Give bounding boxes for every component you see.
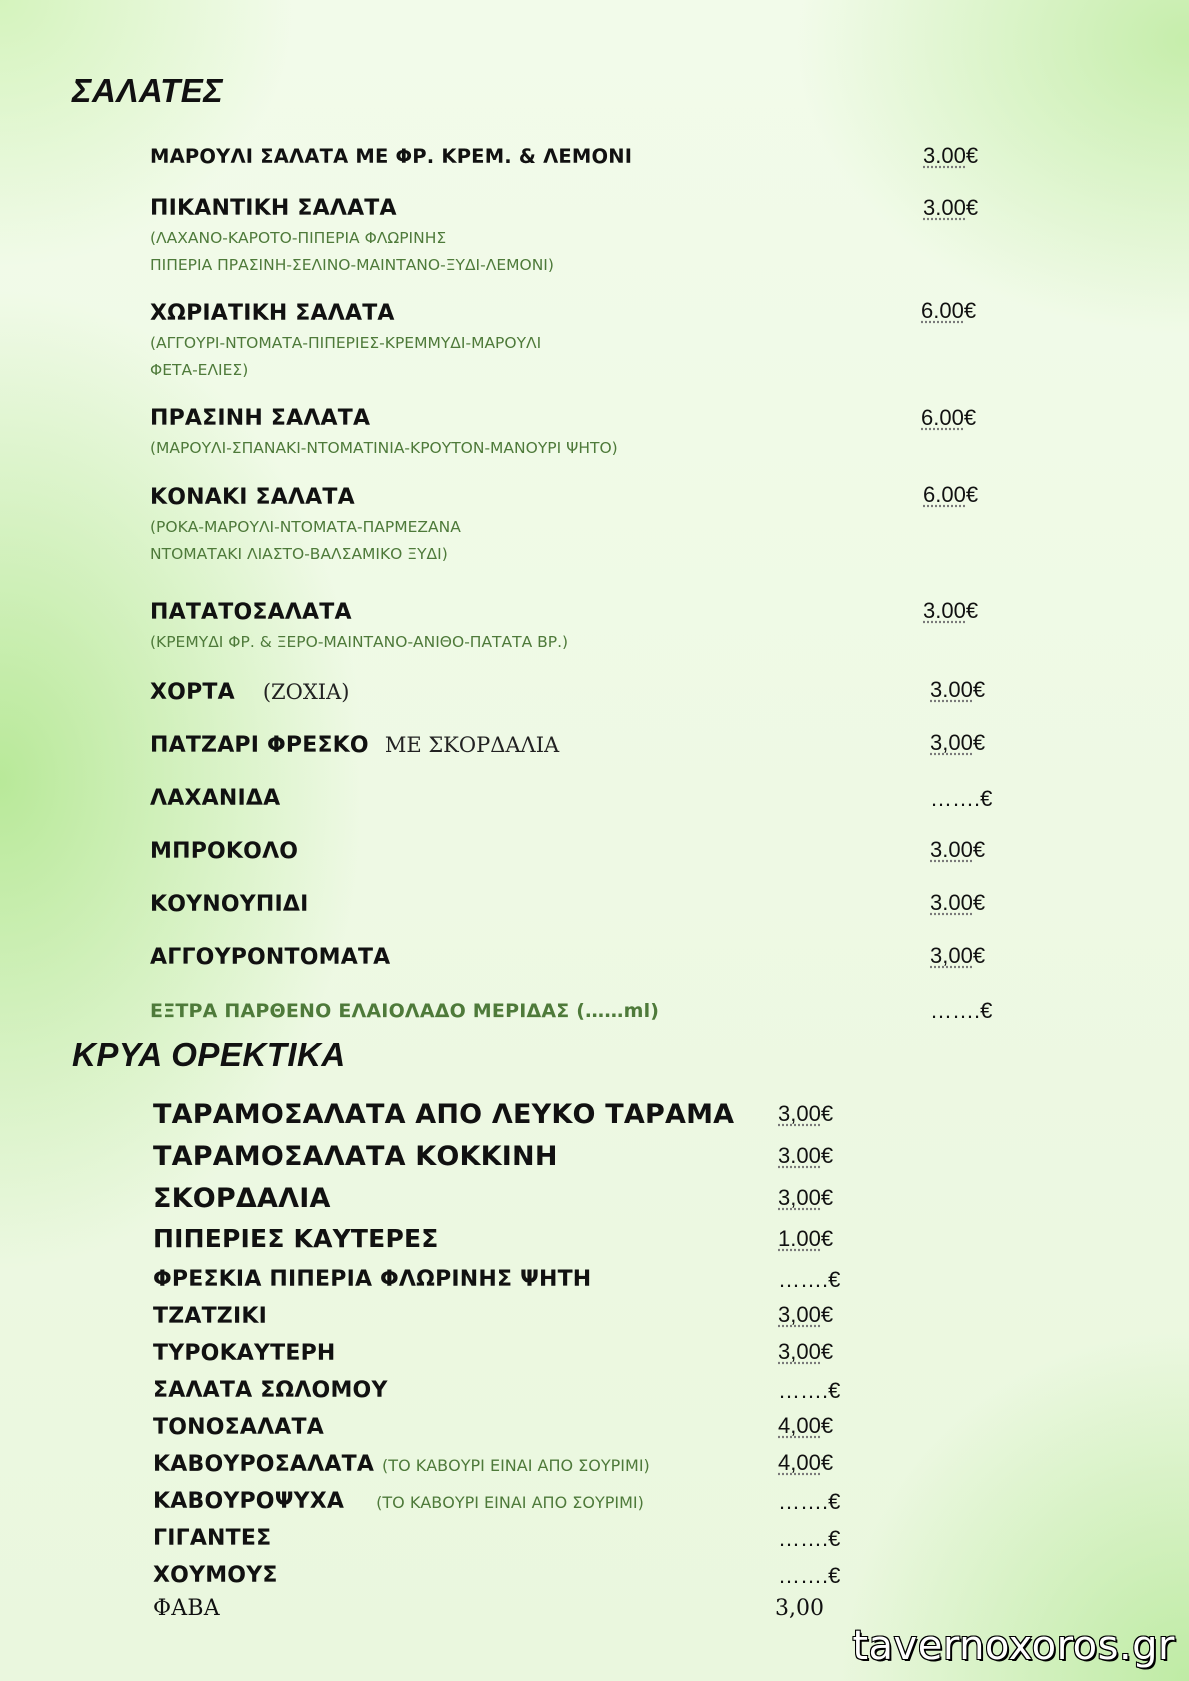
item-price: …….€ <box>930 998 993 1023</box>
item-name: ΜΑΡΟΥΛΙ ΣΑΛΑΤΑ ΜΕ ΦΡ. ΚΡΕΜ. & ΛΕΜΟΝΙ <box>150 145 633 168</box>
site-watermark: tavernoxoros.gr <box>852 1623 1175 1669</box>
item-price: 3,00€ <box>930 730 986 755</box>
item-name: ΤΑΡΑΜΟΣΑΛΑΤΑ ΑΠΟ ΛΕΥΚΟ ΤΑΡΑΜΑ <box>153 1099 735 1130</box>
item-price: 3,00€ <box>930 943 986 968</box>
menu-item <box>150 405 977 462</box>
item-price: …….€ <box>778 1563 841 1588</box>
item-name: ΚΟΥΝΟΥΠΙΔΙ <box>150 892 309 917</box>
item-description: (ΚΡΕΜΥΔΙ ΦΡ. & ΞΕΡΟ-ΜΑΙΝΤΑΝΟ-ΑΝΙΘΟ-ΠΑΤΑΤΑ ΒΡ.) <box>150 633 569 651</box>
menu-item <box>153 1596 853 1621</box>
item-price: 3.00€ <box>930 890 986 915</box>
menu-item <box>153 1267 853 1292</box>
item-name: ΦΡΕΣΚΙΑ ΠΙΠΕΡΙΑ ΦΛΩΡΙΝΗΣ ΨΗΤΗ <box>153 1267 592 1292</box>
item-price: 6.00€ <box>921 298 977 323</box>
menu-item <box>150 143 979 168</box>
item-name: ΚΟΝΑΚΙ ΣΑΛΑΤΑ <box>150 485 355 510</box>
item-name: ΠΑΤΑΤΟΣΑΛΑΤΑ <box>150 600 352 625</box>
item-name: ΤΥΡΟΚΑΥΤΕΡΗ <box>153 1341 336 1366</box>
item-description: (ΛΑΧΑΝΟ-ΚΑΡΟΤΟ-ΠΙΠΕΡΙΑ ΦΛΩΡΙΝΗΣ ΠΙΠΕΡΙΑ ΠΡΑΣΙΝΗ-ΣΕΛΙΝΟ-ΜΑΙΝΤΑΝΟ-ΞΥΔΙ-ΛΕΜΟΝΙ) <box>150 229 554 274</box>
menu-item <box>150 482 979 568</box>
menu-item <box>153 1378 853 1403</box>
item-name: ΠΡΑΣΙΝΗ ΣΑΛΑΤΑ <box>150 406 371 431</box>
section-title-cold-appetizers: ΚΡΥΑ ΟΡΕΚΤΙΚΑ <box>72 1036 346 1073</box>
section-title-salads: ΣΑΛΑΤΕΣ <box>72 72 224 109</box>
item-description: (ΜΑΡΟΥΛΙ-ΣΠΑΝΑΚΙ-ΝΤΟΜΑΤΙΝΙΑ-ΚΡΟΥΤΟΝ-ΜΑΝΟΥΡΙ ΨΗΤΟ) <box>150 439 618 457</box>
item-price: 3.00€ <box>923 598 979 623</box>
menu-item <box>153 1563 853 1588</box>
menu-item <box>153 1489 853 1514</box>
menu-item <box>150 195 979 279</box>
item-note: (ΤΟ ΚΑΒΟΥΡΙ ΕΙΝΑΙ ΑΠΟ ΣΟΥΡΙΜΙ) <box>376 1493 644 1512</box>
item-price: …….€ <box>930 786 993 811</box>
item-name: ΤΖΑΤΖΙΚΙ <box>153 1304 267 1329</box>
menu-item <box>153 1341 853 1366</box>
menu-item <box>150 677 986 705</box>
item-name: ΧΩΡΙΑΤΙΚΗ ΣΑΛΑΤΑ <box>150 301 395 326</box>
item-price: 4,00€ <box>778 1413 834 1438</box>
item-name: ΚΑΒΟΥΡΟΣΑΛΑΤΑ <box>153 1452 375 1477</box>
item-price: 3,00€ <box>778 1302 834 1327</box>
item-name: ΛΑΧΑΝΙΔΑ <box>150 786 281 811</box>
item-name: ΤΑΡΑΜΟΣΑΛΑΤΑ ΚΟΚΚΙΝΗ <box>153 1141 558 1172</box>
item-price: 3.00€ <box>923 195 979 220</box>
menu-item <box>153 1526 853 1551</box>
item-price: 3,00€ <box>778 1185 834 1210</box>
item-name: ΑΓΓΟΥΡΟΝΤΟΜΑΤΑ <box>150 945 391 970</box>
menu-item <box>153 1224 853 1253</box>
menu-item <box>150 943 986 970</box>
item-price: 3.00€ <box>930 677 986 702</box>
item-name: ΚΑΒΟΥΡΟΨΥΧΑ <box>153 1489 345 1514</box>
item-price: 3,00€ <box>778 1339 834 1364</box>
item-price: …….€ <box>778 1526 841 1551</box>
item-name: ΧΟΡΤΑ <box>150 680 235 705</box>
item-price: …….€ <box>778 1378 841 1403</box>
item-note: (ΖΟΧΙΑ) <box>262 680 350 704</box>
item-price: 3,00€ <box>778 1101 834 1126</box>
menu-item <box>153 1183 853 1214</box>
menu-item <box>153 1099 853 1130</box>
item-note: (ΤΟ ΚΑΒΟΥΡΙ ΕΙΝΑΙ ΑΠΟ ΣΟΥΡΙΜΙ) <box>382 1456 650 1475</box>
item-description: (ΑΓΓΟΥΡΙ-ΝΤΟΜΑΤΑ-ΠΙΠΕΡΙΕΣ-ΚΡΕΜΜΥΔΙ-ΜΑΡΟΥΛΙ ΦΕΤΑ-ΕΛΙΕΣ) <box>150 334 542 379</box>
item-name: ΣΑΛΑΤΑ ΣΩΛΟΜΟΥ <box>153 1378 388 1403</box>
menu-item <box>150 598 979 656</box>
menu-item-extra <box>150 998 993 1023</box>
item-name: ΠΙΠΕΡΙΕΣ ΚΑΥΤΕΡΕΣ <box>153 1224 439 1253</box>
item-price: 1.00€ <box>778 1226 834 1251</box>
item-name: ΦΑΒΑ <box>153 1596 220 1621</box>
item-price: 4,00€ <box>778 1450 834 1475</box>
menu-item <box>153 1304 853 1329</box>
menu-item <box>150 786 993 811</box>
item-price: 3.00€ <box>778 1143 834 1168</box>
item-name: ΠΙΚΑΝΤΙΚΗ ΣΑΛΑΤΑ <box>150 196 397 221</box>
item-description: (ΡΟΚΑ-ΜΑΡΟΥΛΙ-ΝΤΟΜΑΤΑ-ΠΑΡΜΕΖΑΝΑ ΝΤΟΜΑΤΑΚΙ ΛΙΑΣΤΟ-ΒΑΛΣΑΜΙΚΟ ΞΥΔΙ) <box>150 518 461 563</box>
item-name: ΠΑΤΖΑΡΙ ΦΡΕΣΚΟ <box>150 733 369 758</box>
menu-item <box>150 298 977 384</box>
item-price: 3.00€ <box>930 837 986 862</box>
item-name: ΤΟΝΟΣΑΛΑΤΑ <box>153 1415 324 1440</box>
item-name: ΣΚΟΡΔΑΛΙΑ <box>153 1183 331 1214</box>
menu-item <box>153 1415 853 1440</box>
item-name: ΕΞΤΡΑ ΠΑΡΘΕΝΟ ΕΛΑΙΟΛΑΔΟ ΜΕΡΙΔΑΣ (……ml) <box>150 1000 660 1022</box>
item-price: 6.00€ <box>923 482 979 507</box>
item-price: 3,00 <box>775 1596 824 1621</box>
item-price: 6.00€ <box>921 405 977 430</box>
menu-item <box>150 890 986 917</box>
item-price: 3.00€ <box>923 143 979 168</box>
item-name: ΜΠΡΟΚΟΛΟ <box>150 839 299 864</box>
menu-item <box>153 1141 853 1172</box>
item-name: ΓΙΓΑΝΤΕΣ <box>153 1526 272 1551</box>
item-note: ΜΕ ΣΚΟΡΔΑΛΙΑ <box>384 733 560 757</box>
item-name: ΧΟΥΜΟΥΣ <box>153 1563 278 1588</box>
menu-item <box>150 730 986 758</box>
item-price: …….€ <box>778 1489 841 1514</box>
item-price: …….€ <box>778 1267 841 1292</box>
menu-item <box>150 837 986 864</box>
menu-item <box>153 1452 853 1477</box>
